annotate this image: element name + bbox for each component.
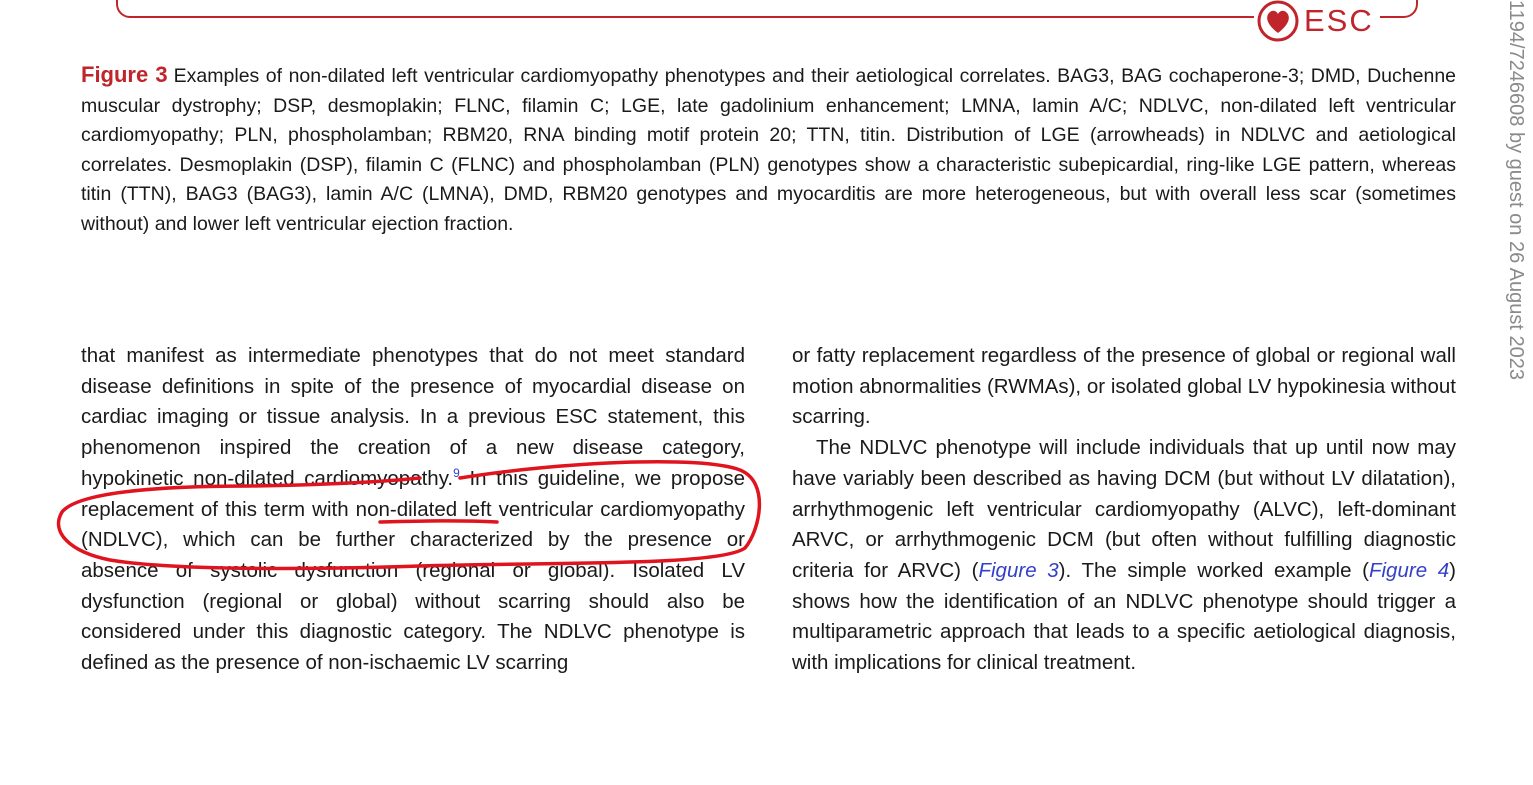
citation-link[interactable]: 9 bbox=[453, 465, 460, 480]
figure-caption bbox=[81, 60, 1456, 239]
right-text-b: ). The simple worked example ( bbox=[1058, 558, 1369, 582]
left-paragraph bbox=[81, 341, 745, 679]
right-column bbox=[792, 341, 1456, 679]
caption-text: Examples of non-dilated left ventricular cardiomyopathy phenotypes and their aetiological correlates. BAG3, BAG cochaperone-3; DMD, Duchenne muscular dystrophy; DSP, desmoplakin; FLNC, filamin C; LGE, late gadolinium enhancement; LMNA, lamin A/C; NDLVC, non-dilated left ventricular cardiomyopathy; PLN, phospholamban; RBM20, RNA binding motif protein 20; TTN, titin. Distribution of LGE (arrowheads) in NDLVC and aetiological correlates. Desmoplakin (DSP), filamin C (FLNC) and phospholamban (PLN) genotypes show a characteristic subepicardial, ring-like LGE pattern, whereas titin (TTN), BAG3 (BAG3), lamin A/C (LMNA), DMD, RBM20 genotypes and myocarditis are more heterogeneous, but with overall less scar (sometimes without) and lower left ventricular ejection fraction. bbox=[81, 65, 1457, 235]
figure-label: Figure 3 bbox=[81, 62, 168, 87]
esc-logo-text: ESC bbox=[1304, 3, 1374, 38]
esc-logo bbox=[1254, 0, 1380, 42]
right-paragraph-2 bbox=[792, 433, 1456, 679]
right-paragraph-1: or fatty replacement regardless of the presence of global or regional wall motion abnormalities (RWMAs), or isolated global LV hypokinesia without scarring. bbox=[792, 344, 1456, 429]
left-text-part2: In this guideline, we propose replacement of this term with non-dilated left ventricular cardiomyopathy (NDLVC), which can be further characterized by the presence or absence of systolic dysfunction (regional or global). Isolated LV dysfunction (regional or global) without scarring should also be considered under this diagnostic category. The NDLVC phenotype is defined as the presence of non-ischaemic LV scarring bbox=[81, 466, 746, 675]
figure-4-link[interactable]: Figure 4 bbox=[1368, 558, 1450, 582]
left-text-part1: that manifest as intermediate phenotypes that do not meet standard disease definitions in spite of the presence of myocardial disease on cardiac imaging or tissue analysis. In a previous ESC statement, this phenomenon inspired the creation of a new disease category, hypokinetic non-dilated cardiomyopathy. bbox=[81, 344, 745, 490]
right-text-a: The NDLVC phenotype will include individuals that up until now may have variably been described as having DCM (but without LV dilatation), arrhythmogenic left ventricular cardiomyopathy (ALVC), left-dominant ARVC, or arrhythmogenic DCM (but often without fulfilling diagnostic criteria for ARVC) ( bbox=[792, 436, 1456, 582]
figure-frame bbox=[116, 0, 1418, 18]
left-column bbox=[81, 341, 745, 679]
figure-3-link[interactable]: Figure 3 bbox=[978, 558, 1059, 582]
download-watermark-text: 1194/7246608 by guest on 26 August 2023 bbox=[1505, 0, 1527, 380]
side-watermark bbox=[1500, 0, 1530, 785]
right-text-c: ) shows how the identification of an NDLVC phenotype should trigger a multiparametric approach that leads to a specific aetiological diagnosis, with implications for clinical treatment. bbox=[792, 558, 1456, 675]
heart-logo-icon bbox=[1256, 0, 1300, 42]
